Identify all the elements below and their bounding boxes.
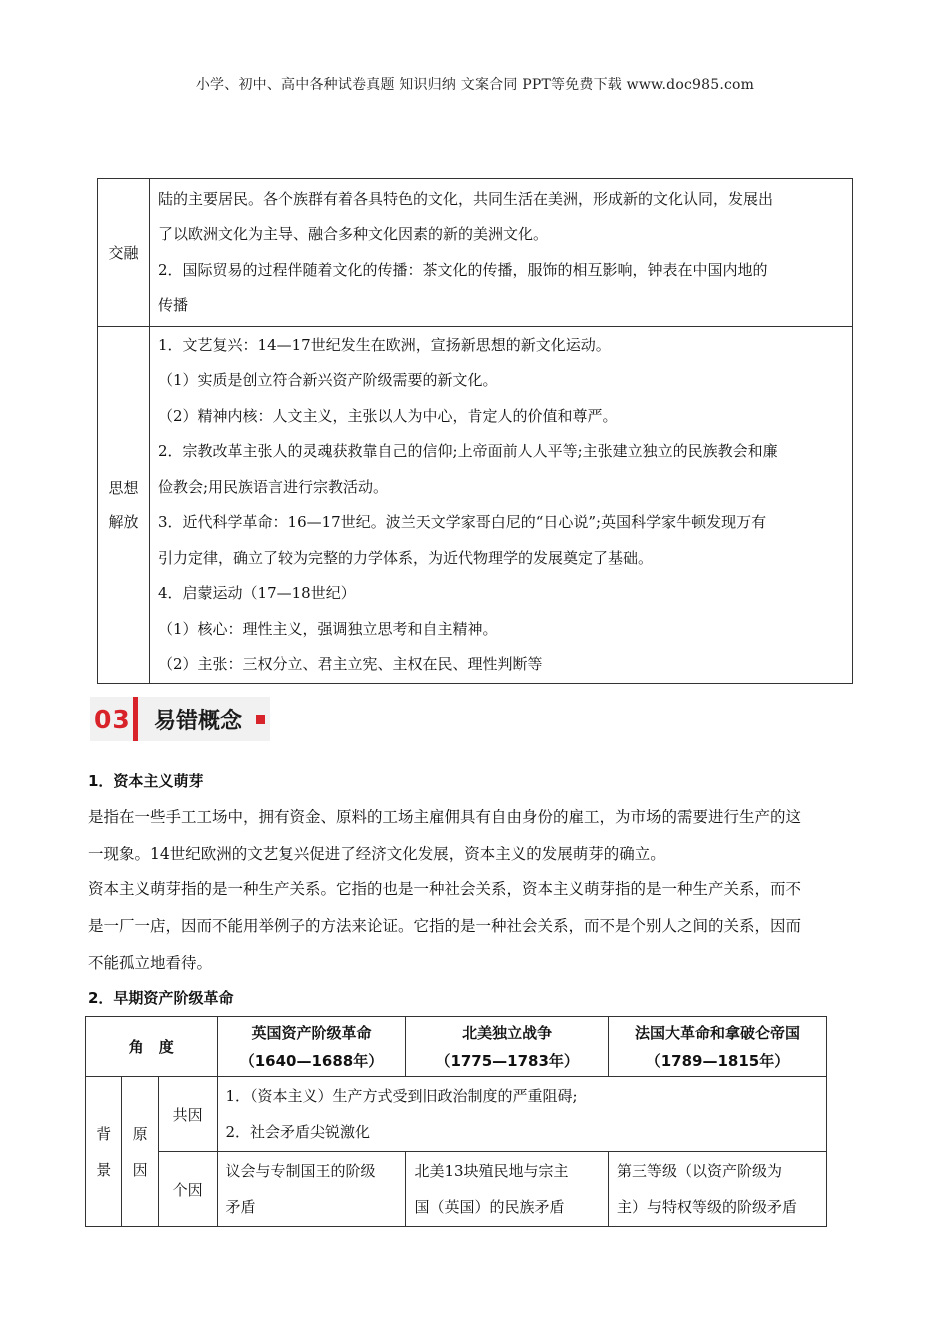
paragraph-line: 资本主义萌芽指的是一种生产关系。它指的也是一种社会关系，资本主义萌芽指的是一种生产关系，而不 (88, 880, 802, 898)
revolution-table (85, 1016, 827, 1227)
text-line: 俭教会;用民族语言进行宗教活动。 (158, 477, 389, 496)
paragraph-line: 一现象。14世纪欧洲的文艺复兴促进了经济文化发展，资本主义的发展萌芽的确立。 (88, 845, 666, 863)
text-line: 主）与特权等级的阶级矛盾 (616, 1198, 797, 1216)
section-number: 03 (94, 705, 131, 734)
column-period: （1789—1815年） (645, 1051, 790, 1070)
text-line: 2．社会矛盾尖锐激化 (225, 1123, 371, 1141)
section-banner (90, 697, 272, 742)
column-name: 英国资产阶级革命 (251, 1023, 372, 1042)
individual-cause-america (406, 1152, 609, 1227)
text-line: （1）核心：理性主义，强调独立思考和自主精神。 (158, 619, 498, 638)
paragraph-line: 是指在一些手工工场中，拥有资金、原料的工场主雇佣具有自由身份的雇工，为市场的需要进行生产的这 (88, 808, 802, 826)
text-line: 国（英国）的民族矛盾 (414, 1198, 565, 1216)
column-period: （1775—1783年） (435, 1051, 579, 1070)
text-line: （1）实质是创立符合新兴资产阶级需要的新文化。 (158, 371, 498, 389)
page-header: 小学、初中、高中各种试卷真题 知识归纳 文案合同 PPT等免费下载 www.doc985.com (195, 77, 755, 93)
text-line: 北美13块殖民地与宗主 (414, 1162, 569, 1180)
concept-heading-2: 2．早期资产阶级革命 (88, 989, 234, 1007)
text-line: 1．文艺复兴：14—17世纪发生在欧洲，宣扬新思想的新文化运动。 (158, 335, 611, 354)
text-line: 陆的主要居民。各个族群有着各具特色的文化，共同生活在美洲，形成新的文化认同，发展出 (158, 189, 774, 208)
text-line: 1．（资本主义）生产方式受到旧政治制度的严重阻碍; (225, 1087, 578, 1105)
table-row (98, 327, 853, 684)
label-char: 因 (132, 1160, 148, 1179)
label-line: 思想 (108, 479, 139, 497)
culture-table (97, 178, 853, 684)
label-char: 景 (96, 1160, 112, 1179)
individual-cause-britain (217, 1152, 406, 1227)
text-line: 了以欧洲文化为主导、融合多种文化因素的新的美洲文化。 (158, 225, 549, 243)
text-line: 2．宗教改革主张人的灵魂获救靠自己的信仰;上帝面前人人平等;主张建立独立的民族教会和廉 (158, 442, 778, 460)
table-header-row (86, 1017, 827, 1077)
banner-divider (133, 697, 138, 741)
row-content-jiaorong (150, 179, 853, 327)
column-header-france (608, 1017, 826, 1077)
table-row (86, 1152, 827, 1227)
square-marker-icon (256, 715, 265, 724)
column-name: 法国大革命和拿破仑帝国 (634, 1023, 800, 1042)
text-line: 矛盾 (225, 1198, 256, 1216)
label-char: 背 (96, 1124, 112, 1143)
section-title: 易错概念 (154, 709, 243, 734)
text-line: 引力定律，确立了较为完整的力学体系，为近代物理学的发展奠定了基础。 (158, 548, 654, 567)
column-period: （1640—1688年） (239, 1051, 384, 1070)
label-char: 原 (132, 1124, 148, 1143)
table-row (86, 1077, 827, 1152)
text-line: 3．近代科学革命：16—17世纪。波兰天文学家哥白尼的“日心说”;英国科学家牛顿发现万有 (158, 513, 767, 531)
text-line: 第三等级（以资产阶级为 (616, 1162, 782, 1180)
text-line: （2）主张：三权分立、君主立宪、主权在民、理性判断等 (158, 655, 543, 673)
row-label-individual-cause: 个因 (158, 1152, 217, 1227)
row-label-jiaorong: 交融 (98, 179, 150, 327)
column-header-britain (217, 1017, 406, 1077)
row-label-cause (122, 1077, 158, 1227)
label-line: 解放 (108, 513, 139, 531)
column-header-america (406, 1017, 609, 1077)
text-line: 议会与专制国王的阶级 (225, 1162, 376, 1180)
row-content-sixiang (150, 327, 853, 684)
paragraph-line: 是一厂一店，因而不能用举例子的方法来论证。它指的是一种社会关系，而不是个别人之间的关系，因而 (88, 917, 802, 935)
column-name: 北美独立战争 (462, 1023, 553, 1042)
common-cause-content (217, 1077, 826, 1152)
row-label-background (86, 1077, 122, 1227)
text-line: 传播 (158, 296, 189, 314)
row-label-sixiang (98, 327, 150, 684)
paragraph-line: 不能孤立地看待。 (88, 954, 213, 972)
text-line: 4．启蒙运动（17—18世纪） (158, 584, 356, 602)
column-header-angle: 角 度 (86, 1017, 218, 1077)
concept-heading-1: 1．资本主义萌芽 (88, 772, 204, 790)
table-row (98, 179, 853, 327)
row-label-common-cause: 共因 (158, 1077, 217, 1152)
text-line: （2）精神内核：人文主义，主张以人为中心，肯定人的价值和尊严。 (158, 406, 618, 425)
individual-cause-france (608, 1152, 826, 1227)
text-line: 2．国际贸易的过程伴随着文化的传播：茶文化的传播，服饰的相互影响，钟表在中国内地的 (158, 260, 768, 279)
